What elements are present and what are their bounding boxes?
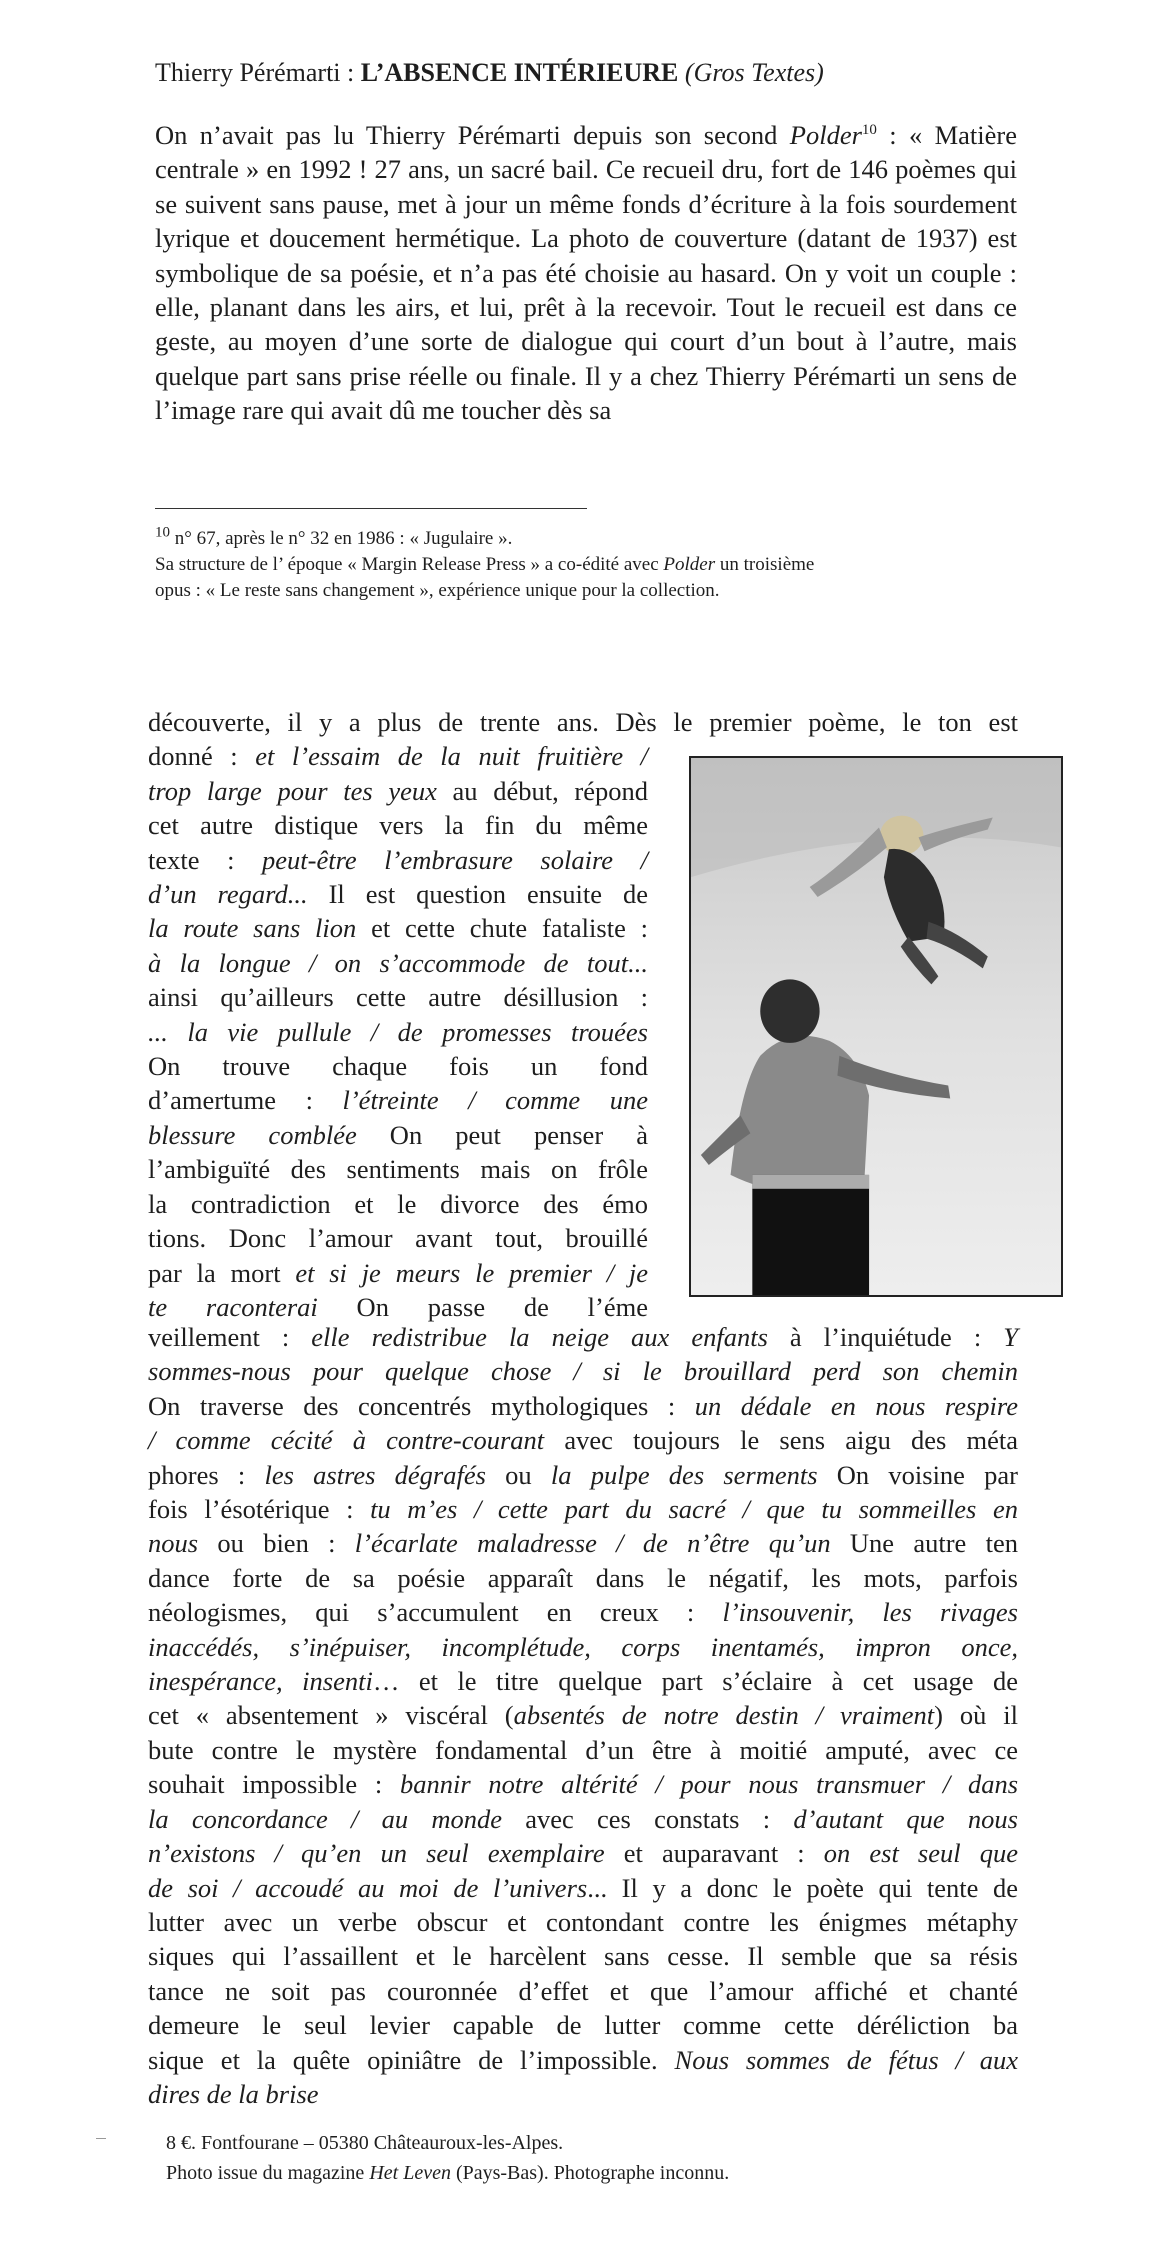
body-line: [148, 2077, 1018, 2111]
footnote-polder: Polder: [663, 554, 716, 575]
body-line: [148, 1767, 1018, 1801]
quoted-verse: la route sans lion: [148, 913, 357, 944]
quoted-verse: l’étreinte / comme une: [342, 1085, 648, 1116]
footnote-divider: [155, 508, 587, 509]
price-and-publisher-address: 8 €. Fontfourane – 05380 Châteauroux-les-Alpes.: [166, 2132, 564, 2154]
review-header: [155, 56, 1035, 90]
body-text: et auparavant :: [604, 1838, 824, 1869]
body-text: … et le titre quelque part s’éclaire à cet usage de: [372, 1666, 1018, 1697]
body-line: [148, 1118, 648, 1152]
quoted-verse: dires de la brise: [148, 2078, 319, 2109]
margin-mark: [96, 2138, 106, 2139]
body-text: dance forte de sa poésie apparaît dans le négatif, les mots, parfois: [148, 1562, 1018, 1593]
body-line: [148, 1698, 1018, 1732]
body-line: [148, 946, 648, 980]
quoted-verse: bannir notre altérité / pour nous transmuer / dans: [400, 1769, 1019, 1800]
footnote-line-1: [155, 526, 1035, 552]
body-line: [148, 1664, 1018, 1698]
body-line: [148, 1905, 1018, 1939]
body-line: [148, 1320, 1018, 1354]
body-text: ) où il: [934, 1700, 1019, 1731]
body-line: [148, 1049, 648, 1083]
body-text: On voisine par: [817, 1459, 1018, 1490]
footnote-marker: 10: [861, 122, 877, 139]
body-text: cet « absentement » viscéral (: [148, 1700, 514, 1731]
body-line: [148, 739, 648, 773]
body-text: souhait impossible :: [148, 1769, 400, 1800]
body-line: [148, 1256, 648, 1290]
body-text: et cette chute fataliste :: [356, 913, 649, 944]
body-text: sique et la quête opiniâtre de l’impossible.: [148, 2044, 675, 2075]
magazine-name: Het Leven: [369, 2162, 451, 2184]
body-line: [148, 1939, 1018, 1973]
body-text: néologismes, qui s’accumulent en creux :: [148, 1597, 723, 1628]
body-line: [148, 1492, 1018, 1526]
footnote-line-3: opus : « Le reste sans changement », expérience unique pour la collection.: [155, 580, 720, 601]
quoted-verse: / comme cécité à contre-courant: [148, 1425, 545, 1456]
body-text: veillement :: [148, 1322, 312, 1352]
body-text: tions. Donc l’amour avant tout, brouillé: [148, 1223, 648, 1254]
quoted-verse: ... la vie pullule / de promesses trouées: [148, 1016, 648, 1047]
footnote-text-1: n° 67, après le n° 32 en 1986 : « Jugulaire ».: [170, 528, 513, 549]
quoted-verse: Y: [1003, 1322, 1018, 1352]
quoted-verse: de soi / accoudé au moi de l’univers: [148, 1872, 588, 1903]
quoted-verse: l’écarlate maladresse / de n’être qu’un: [354, 1528, 831, 1559]
quoted-verse: un dédale en nous respire: [694, 1390, 1018, 1421]
body-text: par la mort: [148, 1257, 296, 1288]
body-line: [148, 1836, 1018, 1870]
body-text: lutter avec un verbe obscur et contondant contre les énigmes métaphy: [148, 1906, 1018, 1937]
body-line: [148, 1152, 648, 1186]
quoted-verse: inespérance, insenti: [148, 1666, 373, 1697]
quoted-verse: peut-être l’embrasure solaire /: [262, 844, 648, 875]
body-line: [148, 2043, 1018, 2077]
quoted-verse: et l’essaim de la nuit fruitière /: [255, 741, 649, 772]
body-text: On traverse des concentrés mythologiques :: [148, 1390, 695, 1421]
body-line: [148, 980, 648, 1014]
quoted-verse: la pulpe des serments: [550, 1459, 818, 1490]
body-line: [148, 1083, 648, 1117]
body-line: [148, 1354, 1018, 1388]
footnote-line-2: [155, 552, 1035, 578]
quoted-verse: l’insouvenir, les rivages: [722, 1597, 1018, 1628]
body-text: donné :: [148, 741, 256, 772]
quoted-verse: on est seul que: [823, 1838, 1018, 1869]
quoted-verse: les astres dégrafés: [264, 1459, 486, 1490]
body-line: [148, 774, 648, 808]
body-text-full-width: [148, 1320, 1018, 2111]
body-line: [148, 1974, 1018, 2008]
body-line: [148, 808, 648, 842]
quoted-verse: trop large pour tes yeux: [148, 775, 437, 806]
intro-paragraph: [155, 118, 1017, 428]
quoted-verse: elle redistribue la neige aux enfants: [311, 1322, 768, 1352]
body-text: tance ne soit pas couronnée d’effet et que l’amour affiché et chanté: [148, 1975, 1018, 2006]
body-text: demeure le seul levier capable de lutter comme cette déréliction ba: [148, 2010, 1018, 2041]
body-text: On trouve chaque fois un fond: [148, 1051, 648, 1082]
body-text: Une autre ten: [830, 1528, 1018, 1559]
quoted-verse: d’un regard...: [148, 879, 308, 910]
body-text: phores :: [148, 1459, 265, 1490]
body-text: ou bien :: [198, 1528, 355, 1559]
body-text: d’amertume :: [148, 1085, 343, 1116]
quoted-verse: n’existons / qu’en un seul exemplaire: [148, 1838, 605, 1869]
body-text: à l’inquiétude :: [767, 1322, 1004, 1352]
footnote-text-2b: un troisième: [715, 554, 815, 575]
body-text: ou: [485, 1459, 551, 1490]
body-text: avec toujours le sens aigu des méta: [544, 1425, 1019, 1456]
photo-credit-text-2: (Pays-Bas). Photographe inconnu.: [450, 2162, 730, 2184]
body-line: [148, 705, 1018, 739]
body-text-left-column: [148, 705, 1018, 1324]
publisher: (Gros Textes): [678, 58, 824, 87]
body-line: [148, 1221, 648, 1255]
intro-text-1: On n’avait pas lu Thierry Pérémarti depuis son second: [155, 120, 790, 150]
cover-photo: [689, 756, 1063, 1297]
body-text: texte :: [148, 844, 263, 875]
book-title: L’ABSENCE INTÉRIEURE: [360, 58, 679, 87]
body-text: cet autre distique vers la fin du même: [148, 810, 648, 841]
body-text: On passe de l’éme: [317, 1291, 649, 1322]
body-line: [148, 1526, 1018, 1560]
body-text: découverte, il y a plus de trente ans. Dès le premier poème, le ton est: [148, 707, 1018, 737]
quoted-verse: blessure comblée: [148, 1119, 357, 1150]
quoted-verse: inaccédés, s’inépuiser, incomplétude, corps inentamés, impron once,: [148, 1631, 1018, 1662]
body-text: Il est question ensuite de: [307, 879, 649, 910]
quoted-verse: à la longue / on s’accommode de tout...: [148, 947, 648, 978]
body-line: [148, 1187, 648, 1221]
quoted-verse: Nous sommes de fétus / aux: [674, 2044, 1019, 2075]
quoted-verse: absentés de notre destin / vraiment: [513, 1700, 935, 1731]
body-line: [148, 1561, 1018, 1595]
body-line: [148, 843, 648, 877]
body-text: la contradiction et le divorce des émo: [148, 1188, 648, 1219]
body-line: [148, 1733, 1018, 1767]
photo-credit: [166, 2158, 1046, 2188]
quoted-verse: te raconterai: [148, 1291, 318, 1322]
body-line: [148, 1389, 1018, 1423]
body-line: [148, 1423, 1018, 1457]
footnote: [155, 526, 1035, 604]
quoted-verse: la concordance / au monde: [148, 1803, 502, 1834]
body-line: [148, 1802, 1018, 1836]
quoted-verse: d’autant que nous: [793, 1803, 1018, 1834]
body-text: ... Il y a donc le poète qui tente de: [587, 1872, 1018, 1903]
body-line: [148, 1630, 1018, 1664]
body-line: [148, 1015, 648, 1049]
quoted-verse: et si je meurs le premier / je: [295, 1257, 648, 1288]
publication-info: [166, 2128, 1046, 2188]
body-text: fois l’ésotérique :: [148, 1494, 371, 1525]
body-line: [148, 1458, 1018, 1492]
author-name: Thierry Pérémarti :: [155, 58, 361, 87]
body-text: avec ces constats :: [502, 1803, 794, 1834]
footnote-text-2a: Sa structure de l’ époque « Margin Release Press » a co-édité avec: [155, 554, 664, 575]
quoted-verse: sommes-nous pour quelque chose / si le brouillard perd son chemin: [148, 1356, 1018, 1387]
body-text: au début, répond: [436, 775, 648, 806]
couple-acrobatics-photo: [691, 758, 1061, 1295]
body-line: [148, 2008, 1018, 2042]
polder-ref: Polder: [789, 120, 862, 150]
body-line: [148, 877, 648, 911]
body-text: ainsi qu’ailleurs cette autre désillusion :: [148, 982, 648, 1013]
footnote-number: 10: [155, 524, 170, 541]
body-text: On peut penser à: [356, 1119, 648, 1150]
body-line: [148, 911, 648, 945]
body-text: l’ambiguïté des sentiments mais on frôle: [148, 1154, 648, 1185]
body-text: siques qui l’assaillent et le harcèlent sans cesse. Il semble que sa résis: [148, 1941, 1018, 1972]
body-line: [148, 1595, 1018, 1629]
body-text: bute contre le mystère fondamental d’un être à moitié amputé, avec ce: [148, 1734, 1018, 1765]
body-line: [148, 1871, 1018, 1905]
intro-text-2: : « Matière centrale » en 1992 ! 27 ans, un sacré bail. Ce recueil dru, fort de 146 poèmes qui se suivent sans pause, met à jour un même fonds d’écriture à la fois sourdement lyrique et doucement hermétique. La photo de couverture (datant de 1937) est symbolique de sa poésie, et n’a pas été choisie au hasard. On y voit un couple : elle, planant dans les airs, et lui, prêt à la recevoir. Tout le recueil est dans ce geste, au moyen d’une sorte de dialogue qui court d’un bout à l’autre, mais quelque part sans prise réelle ou finale. Il y a chez Thierry Pérémarti un sens de l’image rare qui avait dû me toucher dès sa: [155, 120, 1017, 426]
quoted-verse: nous: [148, 1528, 199, 1559]
quoted-verse: tu m’es / cette part du sacré / que tu sommeilles en: [370, 1494, 1018, 1525]
photo-credit-text-1: Photo issue du magazine: [166, 2162, 370, 2184]
